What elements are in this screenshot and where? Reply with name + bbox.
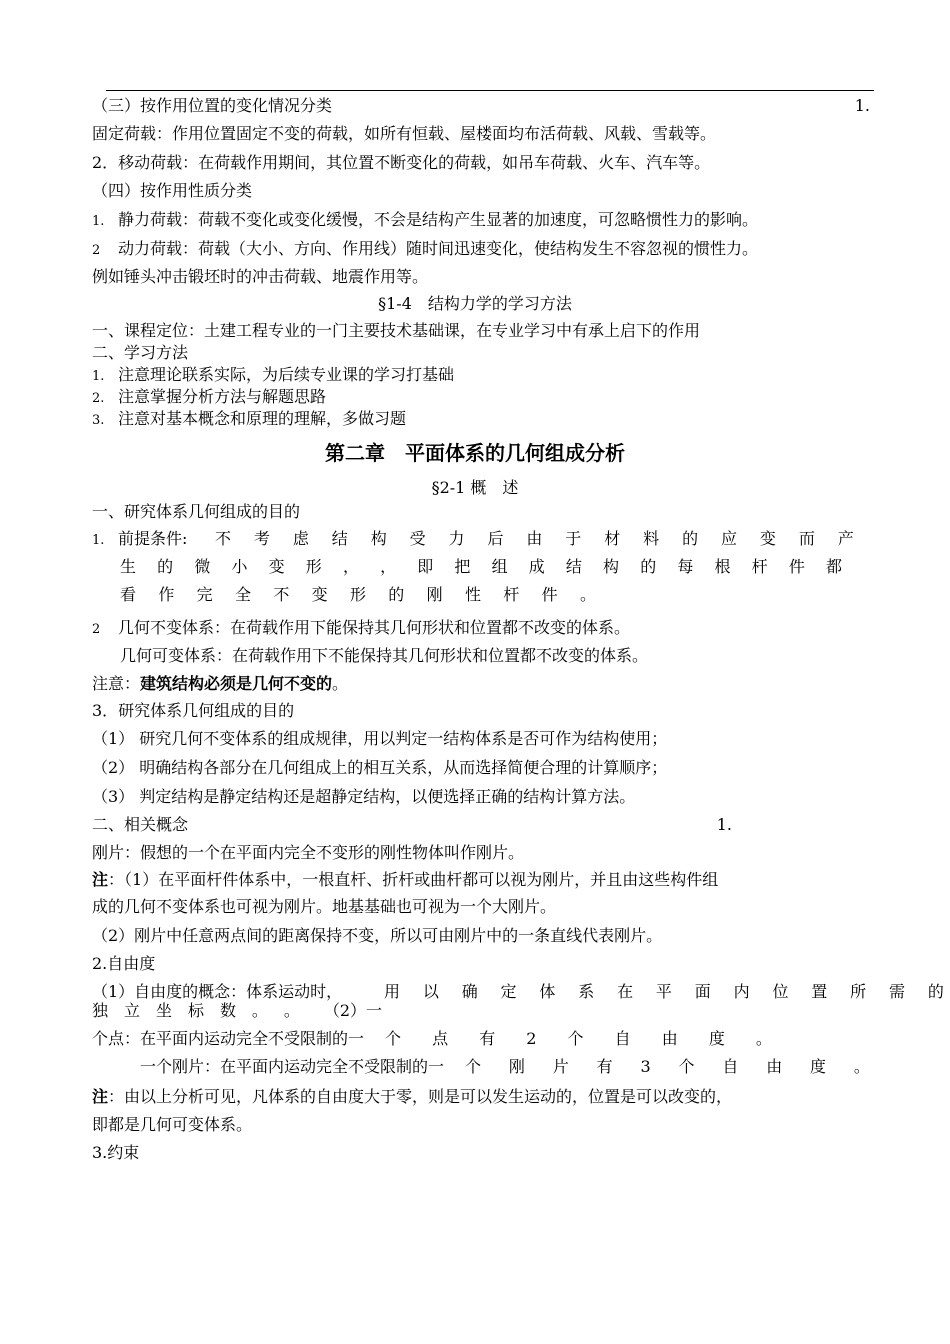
purpose-3-heading: 3．研究体系几何组成的目的 xyxy=(92,701,295,720)
dof-concept-row-1: （1）自由度的概念：体系运动时， 用 以 确 定 体 系 在 平 面 内 位 置 所 需 的 xyxy=(92,982,944,1001)
spread-char: 的 xyxy=(157,557,174,576)
spread-char: 即 xyxy=(417,557,434,576)
spread-char: 。 xyxy=(755,1029,772,1048)
spread-char: 的 xyxy=(682,529,699,548)
spread-char: 确 xyxy=(461,982,478,1001)
spread-char: 需 xyxy=(888,982,905,1001)
spread-char: 面 xyxy=(694,982,711,1001)
heading-nature-classification: （四）按作用性质分类 xyxy=(92,181,253,200)
geometric-invariant-def: 2 几何不变体系：在荷载作用下能保持其几何形状和位置都不改变的体系。 xyxy=(92,618,631,637)
study-method-heading: 二、学习方法 xyxy=(92,343,189,362)
spread-char: 性 xyxy=(464,585,481,604)
spread-char: 内 xyxy=(733,982,750,1001)
spread-char: 2 xyxy=(526,1029,537,1048)
spread-char: 3 xyxy=(640,1057,651,1076)
spread-char: 变 xyxy=(759,529,776,548)
spread-char: 受 xyxy=(409,529,426,548)
premise-row-3 xyxy=(120,585,596,605)
spread-char: 料 xyxy=(643,529,660,548)
spread-char: 个 xyxy=(465,1057,482,1076)
spread-char: 构 xyxy=(370,529,387,548)
note-must-be-invariant: 注意：建筑结构必须是几何不变的。 xyxy=(92,674,349,693)
geometric-variant-def: 几何可变体系：在荷载作用下不能保持其几何形状和位置都不改变的体系。 xyxy=(120,646,649,665)
spread-char: 刚 xyxy=(426,585,443,604)
premise-row-1: 1. 前提条件: 不 考 虑 结 构 受 力 后 由 于 材 料 的 应 变 而 产 xyxy=(92,529,854,548)
method-item-1: 1. 注意理论联系实际，为后续专业课的学习打基础 xyxy=(92,365,455,384)
spread-char: 。 xyxy=(251,1001,268,1020)
spread-char: 件 xyxy=(541,585,558,604)
note-rigid-1-cont: 成的几何不变体系也可视为刚片。地基基础也可视为一个大刚片。 xyxy=(92,897,557,916)
course-position: 一、课程定位：土建工程专业的一门主要技术基础课，在专业学习中有承上启下的作用 xyxy=(92,321,701,340)
static-load-line: 1. 静力荷载：荷载不变化或变化缓慢，不会是结构产生显著的加速度，可忽略惯性力的影响。 xyxy=(92,210,759,229)
spread-char: 由 xyxy=(526,529,543,548)
spread-char: 系 xyxy=(578,982,595,1001)
spread-char: 不 xyxy=(273,585,290,604)
spread-char: 于 xyxy=(565,529,582,548)
spread-char: 体 xyxy=(539,982,556,1001)
spread-char: 在 xyxy=(617,982,634,1001)
spread-char: 自 xyxy=(614,1029,631,1048)
spread-char: 虑 xyxy=(292,529,309,548)
spread-char: 都 xyxy=(825,557,842,576)
spread-char: 独 xyxy=(92,1001,109,1020)
note-rigid-2: （2）刚片中任意两点间的距离保持不变，所以可由刚片中的一条直线代表刚片。 xyxy=(92,926,663,945)
constraint-heading: 3.约束 xyxy=(92,1143,140,1162)
premise-row-2 xyxy=(120,557,842,577)
spread-char: 自 xyxy=(722,1057,739,1076)
spread-char: 全 xyxy=(234,585,251,604)
section-2-1-title: §2-1 概 述 xyxy=(431,478,519,497)
spread-char: 的 xyxy=(388,585,405,604)
method-item-2: 2. 注意掌握分析方法与解题思路 xyxy=(92,387,327,406)
spread-char: 度 xyxy=(708,1029,725,1048)
spread-char: 组 xyxy=(491,557,508,576)
spread-char: 件 xyxy=(788,557,805,576)
spread-char: 个 xyxy=(567,1029,584,1048)
spread-char: 由 xyxy=(661,1029,678,1048)
spread-char: 。 xyxy=(283,1001,300,1020)
spread-char: 小 xyxy=(231,557,248,576)
spread-char: 片 xyxy=(552,1057,569,1076)
spread-char: 立 xyxy=(123,1001,140,1020)
dynamic-load-example: 例如锤头冲击锻坯时的冲击荷载、地震作用等。 xyxy=(92,267,429,286)
header-rule xyxy=(106,90,874,91)
spread-char: 每 xyxy=(677,557,694,576)
spread-char: 看 xyxy=(120,585,137,604)
spread-char: 定 xyxy=(500,982,517,1001)
spread-char: 位 xyxy=(772,982,789,1001)
spread-char: 形 xyxy=(349,585,366,604)
spread-char: 刚 xyxy=(508,1057,525,1076)
spread-char: 变 xyxy=(268,557,285,576)
point-dof: 个点：在平面内运动完全不受限制的一 个 点 有 2 个 自 由 度 。 xyxy=(92,1029,772,1048)
spread-char: 点 xyxy=(432,1029,449,1048)
spread-char: 而 xyxy=(798,529,815,548)
spread-char: 用 xyxy=(384,982,401,1001)
spread-char: 的 xyxy=(927,982,944,1001)
spread-char: 置 xyxy=(811,982,828,1001)
chapter-title: 第二章 平面体系的几何组成分析 xyxy=(325,441,625,465)
spread-char: 产 xyxy=(837,529,854,548)
spread-char: 把 xyxy=(454,557,471,576)
spread-char: 结 xyxy=(565,557,582,576)
spread-char: 成 xyxy=(528,557,545,576)
spread-char: 杆 xyxy=(751,557,768,576)
spread-char: 材 xyxy=(604,529,621,548)
purpose-heading: 一、研究体系几何组成的目的 xyxy=(92,502,301,521)
dynamic-load-line: 2 动力荷载：荷载（大小、方向、作用线）随时间迅速变化，使结构发生不容忽视的惯性力。 xyxy=(92,239,759,258)
spread-char: 杆 xyxy=(503,585,520,604)
spread-char: 形 xyxy=(305,557,322,576)
spread-char: 完 xyxy=(196,585,213,604)
fixed-load-line: 固定荷载：作用位置固定不变的荷载，如所有恒载、屋楼面均布活荷载、风载、雪载等。 xyxy=(92,124,717,143)
spread-char: 个 xyxy=(678,1057,695,1076)
related-concepts-heading: 二、相关概念 1. xyxy=(92,815,732,834)
spread-char: 变 xyxy=(311,585,328,604)
spread-char: 坐 xyxy=(155,1001,172,1020)
spread-char: 。 xyxy=(853,1057,870,1076)
section-1-4-title: §1-4 结构力学的学习方法 xyxy=(378,294,572,313)
spread-char: 平 xyxy=(655,982,672,1001)
spread-char: ， xyxy=(380,557,397,576)
spread-char: 不 xyxy=(215,529,232,548)
rigid-body-dof: 一个刚片：在平面内运动完全不受限制的一 个 刚 片 有 3 个 自 由 度 。 xyxy=(140,1057,870,1076)
spread-char: 的 xyxy=(640,557,657,576)
spread-char: 有 xyxy=(479,1029,496,1048)
spread-char: 根 xyxy=(714,557,731,576)
spread-char: 由 xyxy=(766,1057,783,1076)
spread-char: ， xyxy=(342,557,359,576)
spread-char: 后 xyxy=(487,529,504,548)
note-dof-cont: 即都是几何可变体系。 xyxy=(92,1115,253,1134)
spread-char: 力 xyxy=(448,529,465,548)
spread-char: 结 xyxy=(331,529,348,548)
method-item-3: 3. 注意对基本概念和原理的理解，多做习题 xyxy=(92,409,407,428)
spread-char: 标 xyxy=(187,1001,204,1020)
spread-char: 数 xyxy=(219,1001,236,1020)
spread-char: 。 xyxy=(579,585,596,604)
spread-char: 作 xyxy=(158,585,175,604)
purpose-item-2: （2） 明确结构各部分在几何组成上的相互关系，从而选择简便合理的计算顺序； xyxy=(92,758,668,777)
spread-char: 生 xyxy=(120,557,137,576)
dof-heading: 2.自由度 xyxy=(92,954,156,973)
moving-load-line: 2．移动荷载：在荷载作用期间，其位置不断变化的荷载，如吊车荷载、火车、汽车等。 xyxy=(92,153,711,172)
spread-char: 个 xyxy=(385,1029,402,1048)
spread-char: 考 xyxy=(253,529,270,548)
purpose-item-1: （1） 研究几何不变体系的组成规律，用以判定一结构体系是否可作为结构使用； xyxy=(92,729,668,748)
rigid-body-def: 刚片：假想的一个在平面内完全不变形的刚性物体叫作刚片。 xyxy=(92,843,525,862)
heading-position-classification: （三）按作用位置的变化情况分类 1. xyxy=(92,96,870,115)
spread-char: 有 xyxy=(596,1057,613,1076)
spread-char: 所 xyxy=(850,982,867,1001)
note-dof: 注：由以上分析可见，凡体系的自由度大于零，则是可以发生运动的，位置是可以改变的， xyxy=(92,1087,733,1106)
spread-char: 构 xyxy=(603,557,620,576)
spread-char: 度 xyxy=(810,1057,827,1076)
note-rigid-1: 注：（1）在平面杆件体系中，一根直杆、折杆或曲杆都可以视为刚片，并且由这些构件组 xyxy=(92,870,719,889)
spread-char: 应 xyxy=(720,529,737,548)
spread-char: 微 xyxy=(194,557,211,576)
purpose-item-3: （3） 判定结构是静定结构还是超静定结构，以便选择正确的结构计算方法。 xyxy=(92,787,636,806)
spread-char: 以 xyxy=(422,982,439,1001)
